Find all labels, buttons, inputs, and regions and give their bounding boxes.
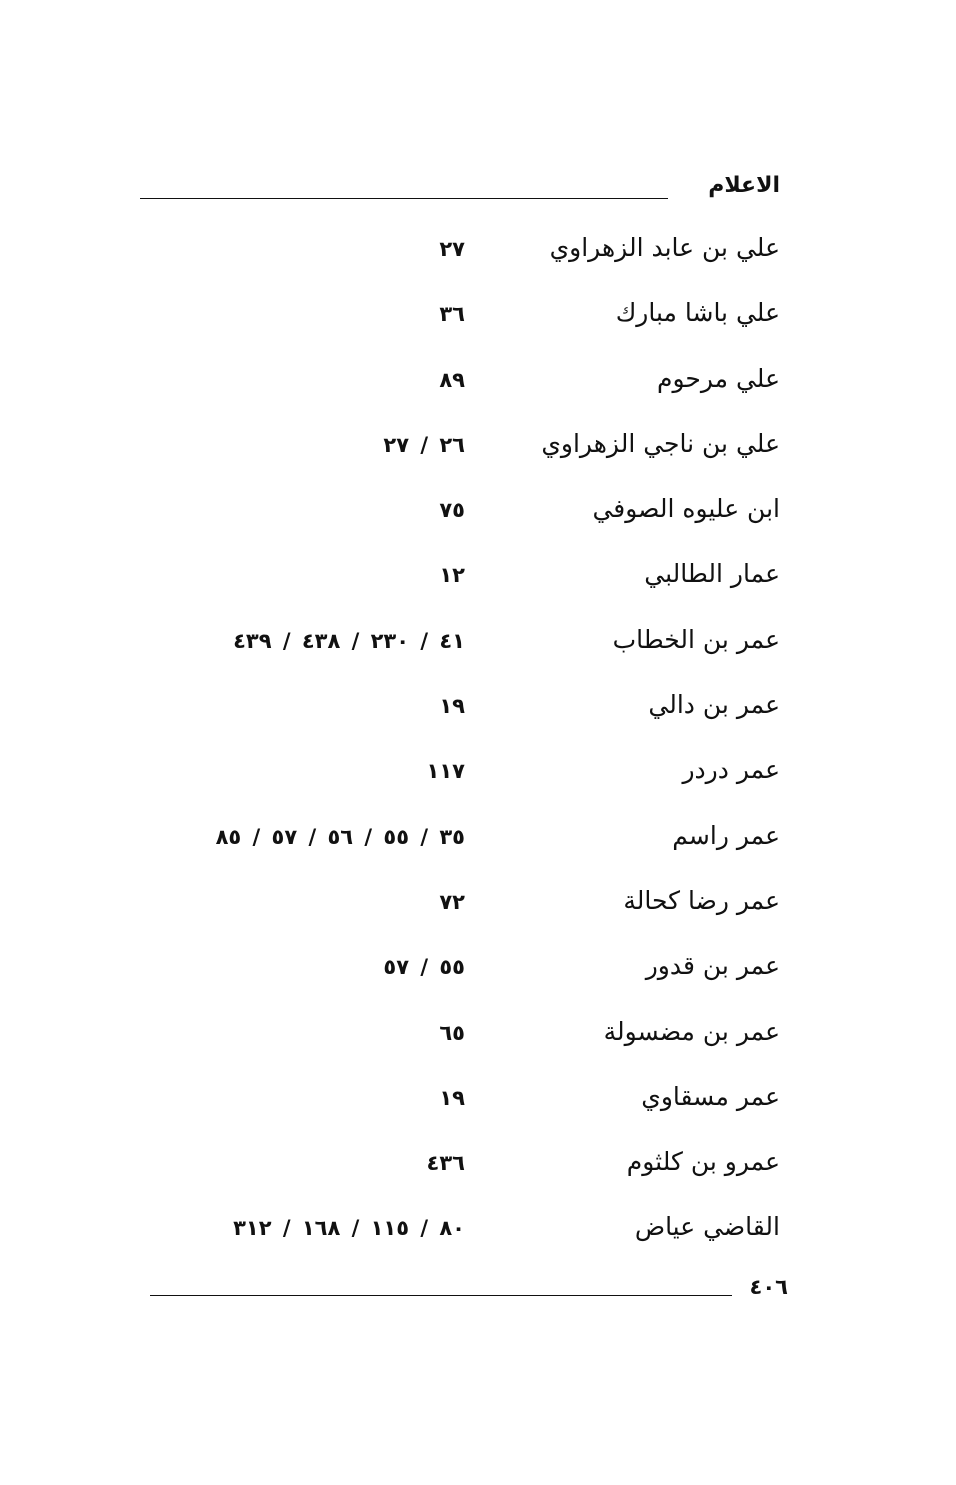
entry-name: علي مرحوم bbox=[656, 363, 780, 393]
index-entry bbox=[150, 1008, 790, 1073]
page-footer bbox=[150, 1272, 790, 1306]
index-entry bbox=[150, 746, 790, 811]
page-header bbox=[140, 172, 780, 206]
entry-name: عمر بن مضسولة bbox=[603, 1016, 780, 1046]
entry-pages: ٥٥ / ٥٧ bbox=[383, 955, 465, 980]
index-entry bbox=[150, 550, 790, 615]
entry-pages: ١٩ bbox=[439, 1085, 465, 1110]
entry-pages: ٢٧ bbox=[439, 237, 465, 261]
entry-pages: ٣٦ bbox=[439, 302, 465, 327]
index-entry bbox=[150, 420, 790, 485]
index-entry bbox=[150, 224, 790, 289]
footer-rule bbox=[150, 1295, 732, 1296]
entry-pages: ١١٧ bbox=[426, 759, 465, 784]
index-entry bbox=[150, 1203, 790, 1268]
entry-name: عمر مسقاوي bbox=[641, 1081, 780, 1111]
header-title: الاعلام bbox=[708, 173, 780, 198]
index-entry bbox=[150, 877, 790, 942]
entry-pages: ٤٣٦ bbox=[426, 1151, 465, 1176]
index-entry bbox=[150, 289, 790, 354]
entry-pages: ٢٦ / ٢٧ bbox=[383, 432, 465, 457]
entry-name: ابن عليوه الصوفي bbox=[592, 494, 780, 524]
entry-pages: ١٩ bbox=[439, 694, 465, 719]
entry-name: علي بن ناجي الزهراوي bbox=[541, 428, 780, 458]
entry-name: عمر بن قدور bbox=[645, 951, 780, 981]
entry-pages: ٧٥ bbox=[439, 498, 465, 523]
entry-name: عمر راسم bbox=[672, 820, 780, 850]
entry-pages: ٧٢ bbox=[439, 889, 465, 914]
entry-name: عمر رضا كحالة bbox=[623, 885, 780, 915]
index-entry bbox=[150, 485, 790, 550]
index-entry bbox=[150, 616, 790, 681]
index-entry bbox=[150, 1138, 790, 1203]
index-entry bbox=[150, 812, 790, 877]
entry-name: عمر بن الخطاب bbox=[612, 624, 780, 654]
entry-name: عمر بن دالي bbox=[648, 690, 780, 720]
index-list bbox=[150, 224, 790, 1269]
entry-name: عمار الطالبي bbox=[644, 559, 780, 589]
entry-name: علي بن عابد الزهراوي bbox=[549, 233, 780, 262]
index-entry bbox=[150, 942, 790, 1007]
entry-name: عمر دردر bbox=[682, 755, 780, 785]
index-entry bbox=[150, 1073, 790, 1138]
entry-name: عمرو بن كلثوم bbox=[626, 1147, 780, 1177]
index-entry bbox=[150, 681, 790, 746]
entry-pages: ٤١ / ٢٣٠ / ٤٣٨ / ٤٣٩ bbox=[233, 628, 465, 653]
page-number: ٤٠٦ bbox=[749, 1275, 788, 1299]
entry-pages: ٨٠ / ١١٥ / ١٦٨ / ٣١٢ bbox=[233, 1216, 465, 1241]
index-entry bbox=[150, 355, 790, 420]
entry-pages: ٨٩ bbox=[439, 367, 465, 392]
header-rule bbox=[140, 198, 668, 199]
entry-pages: ٦٥ bbox=[439, 1020, 465, 1045]
entry-name: علي باشا مبارك bbox=[615, 298, 780, 328]
entry-pages: ٣٥ / ٥٥ / ٥٦ / ٥٧ / ٨٥ bbox=[215, 824, 465, 849]
entry-name: القاضي عياض bbox=[634, 1212, 780, 1242]
entry-pages: ١٢ bbox=[439, 563, 465, 588]
